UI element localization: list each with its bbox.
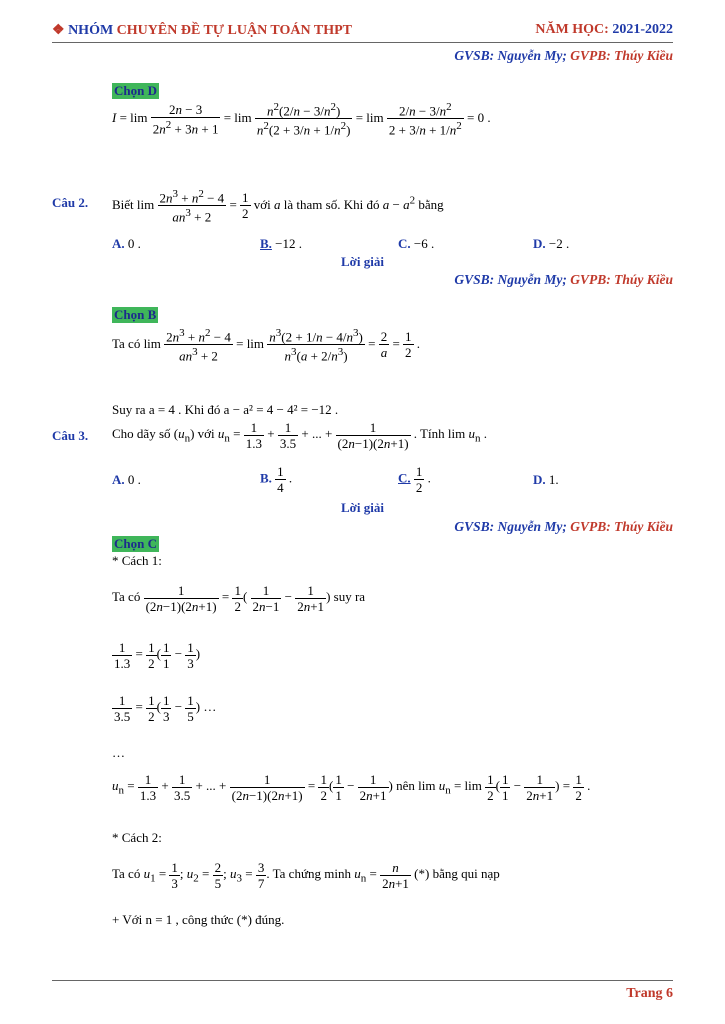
cach1-line5: $u_n$ = $\frac{1}{1.3}$ + $\frac{1}{3.5}$ + ... + $\frac{1}{(2n-1)(2n+1)}$ = $\frac{1}{2}$ ( $\frac{1}{1}$ − $\frac{1}{2n+1}$ ) nên $\lim u_n = \lim$ $\frac{1}{2}$ ( $\frac{1}{1}$ − $\frac{1}{2n+1}$ ) = $\frac{1}{2}$ . bbox=[112, 772, 591, 803]
q2-option-c: C. −6 . bbox=[398, 236, 435, 251]
chon-c: Chọn C bbox=[114, 536, 157, 551]
chon-b: Chọn B bbox=[114, 307, 157, 322]
credit-2: GVSB: Nguyễn My; GVPB: Thúy Kiều bbox=[454, 272, 673, 287]
cach2-line1: Ta có $u_1$ = $\frac{1}{3}$ ; $u_2$ = $\frac{2}{5}$ ; $u_3$ = $\frac{3}{7}$ . Ta chứng minh $u_n$ = $\frac{n}{2n+1}$ (*) bằng qui nạp bbox=[112, 860, 500, 891]
header-year bbox=[535, 22, 673, 38]
credit-3: GVSB: Nguyễn My; GVPB: Thúy Kiều bbox=[454, 519, 673, 534]
cach1-line3: $\frac{1}{3.5}$ = $\frac{1}{2}$ ( $\frac{1}{3}$ − $\frac{1}{5}$ ) … bbox=[114, 693, 217, 724]
chon-d: Chọn D bbox=[114, 83, 157, 98]
sol1-equation: I = lim $\frac{2n - 3}{2n^2 + 3n + 1}$ = lim $\frac{n^2(2/n - 3/n^2)}{n^2(2 + 3/n + 1/n^2)}$ = lim $\frac{2/n - 3/n^2}{2 + 3/n + 1/n^2}$ = 0 . bbox=[112, 101, 491, 138]
q3-option-b: B. $\frac{1}{4}$ . bbox=[260, 464, 293, 495]
header-group-rest: CHUYÊN ĐỀ TỰ LUẬN TOÁN THPT bbox=[116, 23, 352, 38]
credit-1: GVSB: Nguyễn My; GVPB: Thúy Kiều bbox=[454, 48, 673, 63]
q2-text: Biết lim $\frac{2n^3 + n^2 - 4}{an^3 + 2}$ = $\frac{1}{2}$ với a là tham số. Khi đó $a - a^2$ bằng bbox=[112, 188, 444, 225]
q2-number: Câu 2. bbox=[52, 195, 89, 210]
header-logo-icon: ❖ bbox=[52, 23, 65, 38]
q2-conclusion: Suy ra a = 4 . Khi đó a − a² = 4 − 4² = −12 . bbox=[112, 402, 339, 417]
q3-option-d: D. 1. bbox=[533, 472, 559, 487]
cach1-line1: Ta có $\frac{1}{(2n-1)(2n+1)}$ = $\frac{1}{2}$ ( $\frac{1}{2n-1}$ − $\frac{1}{2n+1}$ ) suy ra bbox=[112, 583, 366, 614]
header-group-title bbox=[52, 22, 352, 39]
q2-option-b: B. −12 . bbox=[260, 236, 303, 251]
q2-option-d: D. −2 . bbox=[533, 236, 570, 251]
cach1-line4: … bbox=[112, 745, 125, 760]
header-year-value: 2021-2022 bbox=[612, 22, 673, 37]
header-group-prefix: NHÓM bbox=[68, 23, 117, 38]
footer-divider bbox=[52, 980, 673, 981]
q3-text: Cho dãy số $(u_n)$ với $u_n$ = $\frac{1}{1.3}$ + $\frac{1}{3.5}$ + ... + $\frac{1}{(2n-1)(2n+1)}$ . Tính $\lim u_n$ . bbox=[112, 420, 487, 451]
q3-loi-giai: Lời giải bbox=[341, 500, 384, 515]
q3-option-c: C. $\frac{1}{2}$ . bbox=[398, 464, 431, 495]
q2-solution: Ta có lim $\frac{2n^3 + n^2 - 4}{an^3 + 2}$ = lim $\frac{n^3(2 + 1/n - 4/n^3)}{n^3(a + 2/n^3)}$ = $\frac{2}{a}$ = $\frac{1}{2}$ . bbox=[112, 327, 421, 364]
cach-1-label: * Cách 1: bbox=[112, 553, 162, 568]
cach-2-label: * Cách 2: bbox=[112, 830, 162, 845]
q2-option-a: A. 0 . bbox=[112, 236, 141, 251]
header-divider bbox=[52, 42, 673, 43]
page-number: Trang 6 bbox=[626, 986, 673, 1001]
q3-number: Câu 3. bbox=[52, 428, 89, 443]
q2-loi-giai: Lời giải bbox=[341, 254, 384, 269]
header-year-label: NĂM HỌC: bbox=[535, 22, 613, 37]
cach1-line2: $\frac{1}{1.3}$ = $\frac{1}{2}$ ( $\frac{1}{1}$ − $\frac{1}{3}$ ) bbox=[114, 640, 201, 671]
q3-option-a: A. 0 . bbox=[112, 472, 141, 487]
cach2-line2: + Với n = 1 , công thức (*) đúng. bbox=[112, 912, 285, 927]
